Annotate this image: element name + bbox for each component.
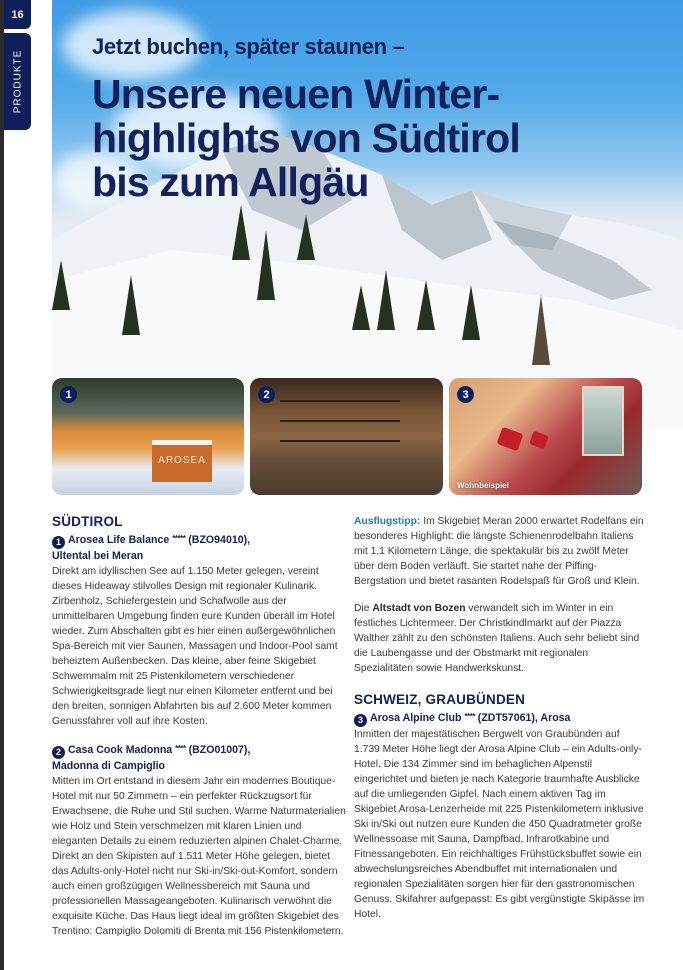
- hotel-code: (ZDT57061),: [477, 712, 538, 724]
- bare-tree: [532, 295, 550, 365]
- section-tab: [4, 33, 31, 130]
- pine-tree: [297, 215, 315, 260]
- hotel-name: Arosea Life Balance: [68, 534, 170, 546]
- hotel-title: [52, 741, 346, 774]
- hotel-location: Madonna di Campiglio: [52, 760, 165, 772]
- tip-label: Ausflugstipp:: [354, 516, 421, 527]
- photo-casa-cook-hotel: [250, 378, 443, 495]
- pine-tree: [122, 275, 140, 335]
- hotel-code: (BZO01007),: [188, 744, 251, 756]
- hotel-location: Arosa: [540, 712, 571, 724]
- hotel-sign: AROSEA: [152, 440, 212, 482]
- hero-image-snowy-mountains: [52, 0, 683, 430]
- hotel-number-badge: 2: [52, 746, 65, 759]
- hotel-description: Inmitten der majestätischen Bergwelt von Graubünden auf 1.739 Meter Höhe liegt der Arosa Alpine Club – ein Adults-only-Hotel. Die 134 Zimmer sind im behaglichen Alpenstil eingerichtet und bieten je nach Kategorie traumhafte Ausblicke auf die umliegenden Gipfel. Nach einem aktiven Tag im Skigebiet Arosa-Lenzerheide mit 225 Pistenkilometern inklusive Ski in/Ski out nutzen eure Kunden die 450 Quadratmeter große Wellnessoase mit Sauna, Dampfbad, Infrarotkabine und Fitnessangeboten. Ein reichhaltiges Frühstücksbuffet sowie ein abwechslungsreiches Abendbuffet mit internationalen und regionalen Spezialitäten sorgen hier für den gastronomischen Genuss. Skifahrer aufgepasst: Es gibt vergünstigte Skipässe im Hotel.: [354, 729, 645, 920]
- hotel-title: [52, 531, 346, 564]
- bozen-highlight: Altstadt von Bozen: [372, 603, 466, 614]
- hotel-stars: ****: [175, 744, 186, 753]
- photo-number-badge: 2: [258, 386, 275, 403]
- hotel-title: [354, 709, 648, 727]
- region-heading: SCHWEIZ, GRAUBÜNDEN: [354, 692, 526, 707]
- hotel-number-badge: 1: [52, 536, 65, 549]
- hero-subtitle: Jetzt buchen, später staunen –: [92, 34, 405, 59]
- photo-number-badge: 3: [457, 386, 474, 403]
- hotel-description: Direkt am idyllischen See auf 1.150 Meter gelegen, vereint dieses Hideaway stilvolles Design mit regionaler Kulinarik. Zirbenholz, Schiefergestein und Schafwolle aus der unmittelbaren Umgebung finden eure Kunden überall im Hotel wieder. Zum Abschalten gibt es hier einen außergewöhnlichen Spa-Bereich mit vier Saunen, Massagen und Indoor-Pool samt beheiztem Außenbecken. Das kleine, aber feine Skigebiet Schwemmalm mit 25 Pistenkilometern verschiedener Schwierigkeitsgrade liegt nur einen Kilometer entfernt und bei den breiten, sonnigen Abfahrten bis auf 2.600 Meter kommen Genussfahrer voll auf ihre Kosten.: [52, 566, 338, 727]
- bozen-paragraph: [354, 601, 648, 676]
- photo-arosa-room: [449, 378, 642, 495]
- pine-tree: [232, 205, 250, 260]
- pine-tree: [257, 230, 275, 300]
- right-column: [354, 514, 648, 934]
- viewer-left-edge: [0, 0, 4, 970]
- hotel-stars: ****: [464, 712, 475, 721]
- balcony-line: [280, 400, 400, 402]
- hotel-name: Arosa Alpine Club: [370, 712, 462, 724]
- hero-title-line: bis zum Allgäu: [92, 159, 369, 205]
- pine-tree: [377, 270, 395, 330]
- red-pillow: [529, 431, 549, 450]
- room-window: [582, 386, 624, 456]
- left-column: [52, 514, 346, 951]
- page-number-tab: [4, 0, 31, 29]
- hotel-name: Casa Cook Madonna: [68, 744, 173, 756]
- red-pillow: [497, 427, 524, 451]
- pine-tree: [462, 285, 480, 340]
- hero-title-line: highlights von Südtirol: [92, 115, 520, 161]
- region-heading: SÜDTIROL: [52, 514, 123, 529]
- pine-tree: [52, 260, 70, 310]
- tip-text: Im Skigebiet Meran 2000 erwartet Rodelfans ein besonderes Highlight: die längste Schienenrodelbahn Italiens mit 1,1 Kilometern Länge, die spektakulär bis zu zwölf Meter über dem Boden verläuft. Sie startet nahe der Piffing-Bergstation und bietet rasanten Rodelspaß für Groß und Klein.: [354, 516, 644, 587]
- hero-title-line: Unsere neuen Winter-: [92, 71, 500, 117]
- hotel-stars: *****: [172, 534, 186, 543]
- page-number: 16: [11, 8, 24, 21]
- balcony-line: [280, 440, 400, 442]
- hero-title: [92, 72, 652, 204]
- photo-number-badge: 1: [60, 386, 77, 403]
- bozen-text: verwandelt sich im Winter in ein festliches Lichtermeer. Der Christkindlmarkt auf der Piazza Walther zählt zu den schönsten Italiens. Auch sehr beliebt sind die Laubengasse und der Obstmarkt mit regionalen Spezialitäten sowie Handwerkskunst.: [354, 603, 640, 674]
- balcony-line: [280, 420, 400, 422]
- section-tab-label: PRODUKTE: [12, 49, 23, 114]
- mountain-illustration: [52, 0, 683, 430]
- hotel-code: (BZO94010),: [188, 534, 251, 546]
- hotel-number-badge: 3: [354, 714, 367, 727]
- bozen-prefix: Die: [354, 603, 373, 614]
- pine-tree: [352, 285, 370, 330]
- photo-caption: Wohnbeispiel: [457, 481, 509, 490]
- hotel-location: Ultental bei Meran: [52, 550, 144, 562]
- excursion-tip: [354, 514, 648, 589]
- hotel-description: Mitten im Ort entstand in diesem Jahr ein modernes Boutique-Hotel mit nur 50 Zimmern – ein perfekter Rückzugsort für Erwachsene, die Ruhe und Stil suchen. Warme Naturmaterialien wie Holz und Stein verschmelzen mit klaren Linien und eleganten Details zu einem reduzierten alpinen Chalet-Charme. Direkt an den Skipisten auf 1.511 Meter Höhe gelegen, bietet das Adults-only-Hotel nicht nur Ski-in/Ski-out-Komfort, sondern auch einen großzügigen Wellnessbereich mit Sauna und professionellen Massageangeboten. Kulinarisch verwöhnt die exquisite Küche. Das Haus liegt ideal im größten Skigebiet des Trentino: Campiglio Dolomiti di Brenta mit 156 Pistenkilometern.: [52, 776, 346, 937]
- pine-tree: [417, 280, 435, 330]
- photo-arosea-hotel: [52, 378, 244, 495]
